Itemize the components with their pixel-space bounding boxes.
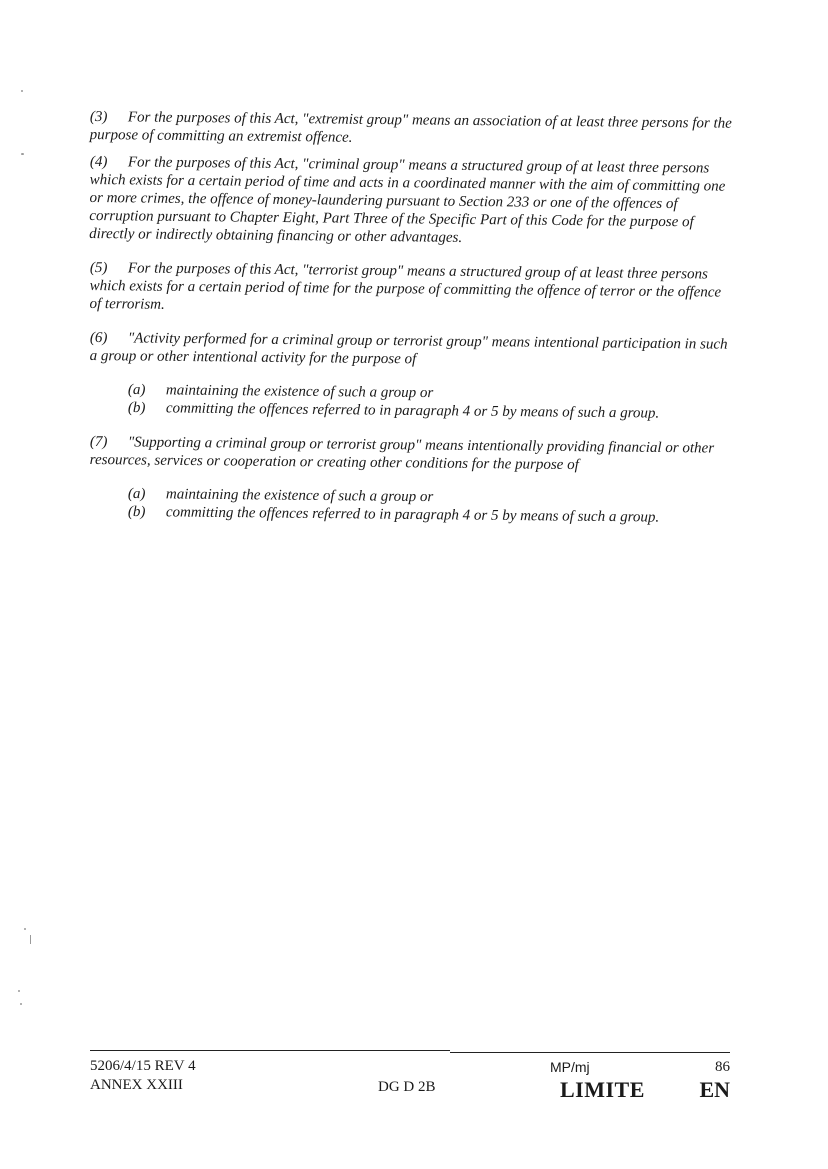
paragraph-text: For the purposes of this Act, "criminal group" means a structured group of at least three persons which exists for a certain period of time and acts in a coordinated manner with the aim of committing one or more crimes, the offence of money-laundering pursuant to Section 233 or one of the offences of corruption pursuant to Chapter Eight, Part Three of the Specific Part of this Code for the purpose of directly or indirectly obtaining financing or other advantages. — [89, 154, 726, 246]
paragraph-7 — [90, 433, 735, 476]
list-item-letter: (b) — [127, 399, 146, 417]
language-code: EN — [699, 1077, 730, 1102]
scan-artifact — [24, 928, 26, 930]
scan-artifact — [30, 935, 31, 944]
paragraph-text: "Supporting a criminal group or terrorist group" means intentionally providing financial or other resources, services or cooperation or creating other conditions for the purpose of — [89, 434, 715, 474]
list-item-letter: (b) — [127, 503, 146, 521]
paragraph-6 — [90, 329, 735, 372]
scan-artifact — [21, 153, 24, 155]
document-reference: 5206/4/15 REV 4 — [90, 1058, 196, 1074]
page-number: 86 — [715, 1059, 730, 1075]
paragraph-number: (5) — [89, 259, 108, 277]
paragraph-3 — [90, 108, 735, 151]
paragraph-6-list — [127, 381, 735, 422]
paragraph-text: For the purposes of this Act, "terrorist group" means a structured group of at least three persons which exists for a certain period of time for the purpose of committing the offence of terror or the offence of terrorism. — [89, 260, 722, 313]
paragraph-text: For the purposes of this Act, "extremist group" means an association of at least three persons for the purpose of committing an extremist offence. — [89, 109, 732, 146]
paragraph-number: (3) — [89, 108, 108, 126]
list-item-text: committing the offences referred to in paragraph 4 or 5 by means of such a group. — [165, 400, 660, 422]
footer-divider — [90, 1050, 450, 1051]
list-item-text: maintaining the existence of such a group or — [165, 486, 434, 506]
paragraph-5 — [89, 259, 735, 320]
paragraph-text: "Activity performed for a criminal group or terrorist group" means intentional participation in such a group or other intentional activity for the purpose of — [89, 330, 728, 368]
paragraph-4 — [89, 153, 735, 250]
paragraph-number: (7) — [89, 433, 108, 451]
classification-marking: LIMITE — [560, 1077, 645, 1102]
directorate-code: DG D 2B — [378, 1079, 436, 1095]
scan-artifact — [20, 1003, 22, 1005]
author-initials: MP/mj — [550, 1059, 590, 1075]
list-item-letter: (a) — [127, 485, 146, 503]
list-item-text: maintaining the existence of such a group or — [165, 382, 434, 402]
scan-artifact — [21, 90, 23, 92]
scan-artifact — [18, 990, 20, 992]
list-item-text: committing the offences referred to in paragraph 4 or 5 by means of such a group. — [165, 504, 660, 526]
annex-label: ANNEX XXIII — [90, 1077, 183, 1093]
paragraph-number: (6) — [89, 329, 108, 347]
document-body — [89, 108, 735, 526]
paragraph-number: (4) — [89, 153, 108, 171]
paragraph-7-list — [127, 485, 735, 526]
list-item-letter: (a) — [127, 381, 146, 399]
footer-divider — [450, 1052, 730, 1053]
